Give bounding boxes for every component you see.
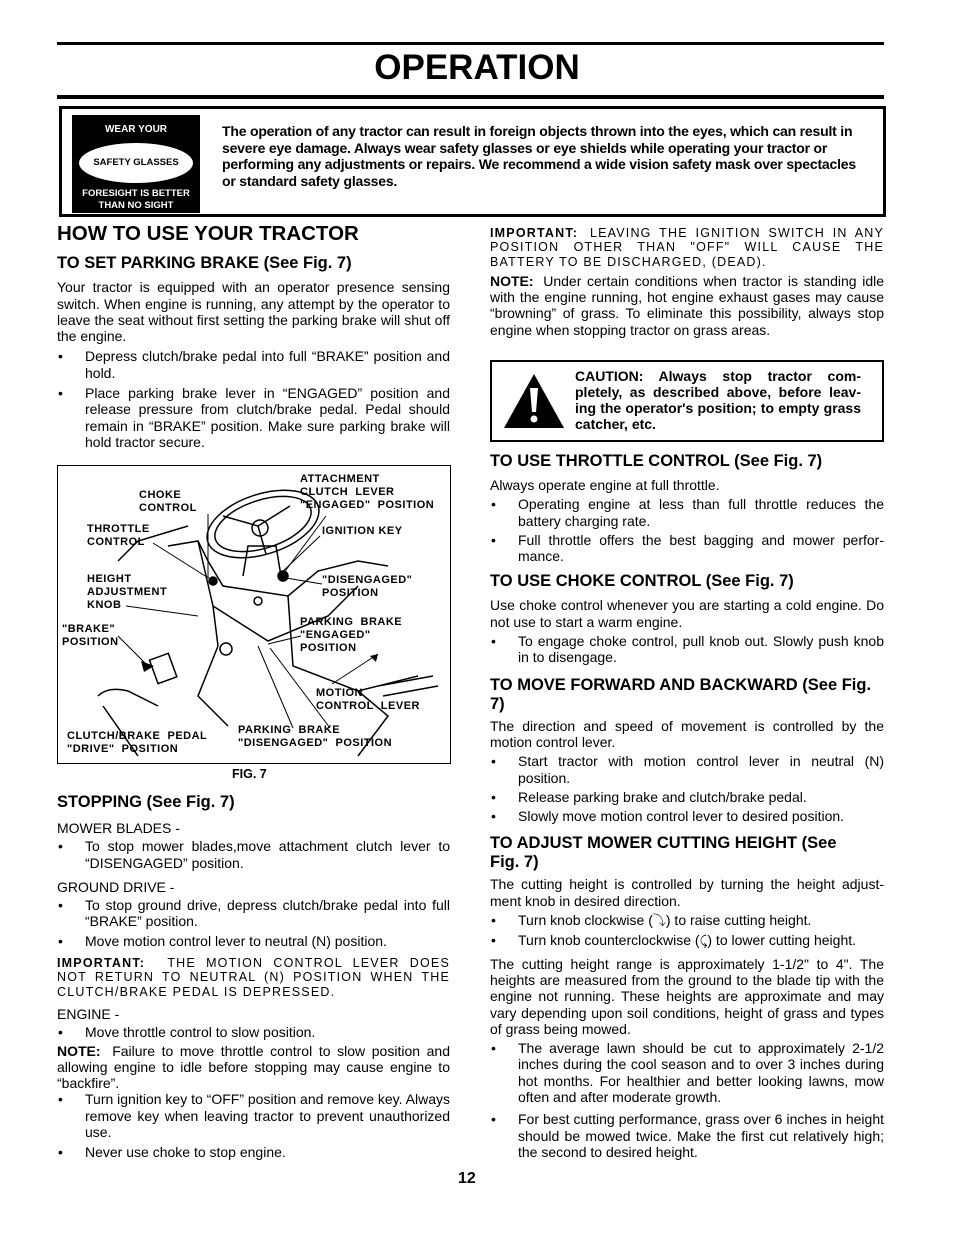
badge-oval-text: SAFETY GLASSES — [79, 143, 193, 183]
cutting-height-intro: The cutting height is controlled by turning the height adjust-ment knob in desired direction. — [490, 876, 884, 909]
label-brake-position: "BRAKE" POSITION — [62, 623, 119, 648]
safety-warning-text: The operation of any tractor can result in foreign objects thrown into the eyes, which can result in severe eye damage. Always wear safety glasses or eye shields while operating your tractor or performing any adjustments or repairs. We recommend a wide vision safety mask over spectacles or standard safety glasses. — [222, 123, 856, 189]
note-browning-text: Under certain conditions when tractor is standing idle with the engine running, hot engine exhaust gases may cause “browning” of grass. To eliminate this possibility, always stop engine when stopping tractor on grass areas. — [490, 272, 885, 338]
range-bullet-1: • The average lawn should be cut to approximately 2-1/2 inches during the cool season and to over 3 inches during hot months. For healthier and better looking lawns, mow often and after moderate growth. — [490, 1040, 884, 1105]
note-browning-label: NOTE: — [490, 272, 534, 289]
left-column-top — [57, 222, 450, 450]
label-disengaged-position: "DISENGAGED" POSITION — [322, 574, 413, 599]
parking-intro: Your tractor is equipped with an operator presence sensing switch. When engine is running, any attempt by the operator to leave the seat without first setting the parking brake will shut off the engine. — [57, 279, 450, 345]
stopping-heading: STOPPING (See Fig. 7) — [57, 793, 235, 811]
right-column-bottom — [490, 452, 884, 1160]
choke-heading: TO USE CHOKE CONTROL (See Fig. 7) — [490, 572, 794, 591]
label-ignition-key: IGNITION KEY — [322, 525, 403, 537]
clockwise-arrow-icon: ⤵ — [652, 913, 666, 929]
move-bullet-3: • Slowly move motion control lever to desired position. — [490, 808, 884, 824]
note-text: Failure to move throttle control to slow position and allowing engine to idle before stopping may cause engine to “backfire”. — [57, 1042, 450, 1092]
safety-glasses-badge — [72, 115, 200, 213]
height-bullet-counterclockwise — [490, 932, 884, 949]
parking-bullet-1: • Depress clutch/brake pedal into full “BRAKE” position and hold. — [57, 348, 450, 381]
choke-intro: Use choke control whenever you are starting a cold engine. Do not use to start a warm engine. — [490, 597, 884, 630]
figure-caption: FIG. 7 — [232, 767, 267, 781]
throttle-heading: TO USE THROTTLE CONTROL (See Fig. 7) — [490, 452, 823, 470]
safety-warning-box — [59, 106, 886, 217]
throttle-bullet-1: • Operating engine at less than full throttle reduces the battery charging rate. — [490, 496, 884, 529]
label-parking-brake-engaged: PARKING BRAKE "ENGAGED" POSITION — [300, 616, 403, 654]
note-browning — [490, 273, 884, 338]
counterclockwise-text-post: ) to lower cutting height. — [707, 932, 857, 949]
ground-bullet-2: • Move motion control lever to neutral (N) position. — [57, 933, 450, 949]
mower-blades-label: MOWER BLADES - — [57, 820, 180, 836]
caution-box — [490, 360, 884, 442]
parking-bullet-2: • Place parking brake lever in “ENGAGED” position and release pressure from clutch/brake pedal. Pedal should remain in “BRAKE” position. Make sure parking brake will hold tractor secure. — [57, 385, 450, 450]
label-attachment-clutch: ATTACHMENT CLUTCH LEVER "ENGAGED" POSITION — [300, 473, 435, 511]
ground-drive-label: GROUND DRIVE - — [57, 878, 175, 895]
cutting-height-heading: TO ADJUST MOWER CUTTING HEIGHT (See Fig. 7) — [490, 834, 837, 872]
right-column-top — [490, 226, 884, 338]
ground-bullet-1: • To stop ground drive, depress clutch/brake pedal into full “BRAKE” position. — [57, 897, 450, 930]
engine-label: ENGINE - — [57, 1005, 120, 1022]
badge-bottom-line-1: FORESIGHT IS BETTER — [82, 188, 190, 199]
label-choke-control: CHOKE CONTROL — [139, 489, 197, 514]
engine-bullet-2: • Turn ignition key to “OFF” position and remove key. Always remove key when leaving tractor to prevent unauthorized use. — [57, 1091, 450, 1140]
range-bullet-2: • For best cutting performance, grass over 6 inches in height should be mowed twice. Make the first cut relatively high; the second to desired height. — [490, 1111, 884, 1160]
section-heading: HOW TO USE YOUR TRACTOR — [57, 222, 359, 245]
counterclockwise-arrow-icon: ⤹ — [699, 933, 708, 949]
caution-text: CAUTION: Always stop tractor com-pletely, as described above, before leav-ing the operator's position; to empty grass catcher, etc. — [575, 368, 861, 432]
label-parking-brake-disengaged: PARKING BRAKE "DISENGAGED" POSITION — [238, 724, 393, 749]
label-motion-control-lever: MOTION CONTROL LEVER — [316, 687, 420, 712]
move-heading: TO MOVE FORWARD AND BACKWARD (See Fig. 7) — [490, 675, 872, 713]
top-rule — [57, 42, 884, 45]
important-ignition-label: IMPORTANT: — [490, 226, 579, 240]
figure-7 — [57, 465, 451, 764]
move-bullet-1: • Start tractor with motion control lever in neutral (N) position. — [490, 753, 884, 786]
important-neutral — [57, 956, 450, 999]
clockwise-text-pre: Turn knob clockwise ( — [518, 912, 653, 929]
important-text: THE MOTION CONTROL LEVER DOES NOT RETURN TO NEUTRAL (N) POSITION WHEN THE CLUTCH/BRAKE PEDAL IS DEPRESSED. — [57, 956, 450, 999]
label-height-knob: HEIGHT ADJUSTMENT KNOB — [87, 573, 168, 611]
move-intro: The direction and speed of movement is controlled by the motion control lever. — [490, 717, 884, 750]
warning-triangle-icon — [502, 372, 566, 430]
label-clutch-brake-drive: CLUTCH/BRAKE PEDAL "DRIVE" POSITION — [67, 730, 208, 755]
choke-bullet-1: • To engage choke control, pull knob out. Slowly push knob in to disengage. — [490, 633, 884, 666]
left-column-bottom — [57, 793, 450, 1161]
mower-bullet-1: • To stop mower blades,move attachment clutch lever to “DISENGAGED” position. — [57, 838, 450, 871]
title-rule — [57, 95, 884, 99]
important-label: IMPORTANT: — [57, 956, 146, 971]
page-number: 12 — [458, 1170, 476, 1187]
parking-brake-heading: TO SET PARKING BRAKE (See Fig. 7) — [57, 254, 352, 273]
note-backfire — [57, 1043, 450, 1092]
engine-bullet-3: • Never use choke to stop engine. — [57, 1144, 450, 1160]
cutting-range-text: The cutting height range is approximately 1-1/2" to 4". The heights are measured from the ground to the blade tip with the engine not running. These heights are approximate and may vary depending upon soil conditions, height of grass and types of grass being mowed. — [490, 955, 884, 1037]
page-title: OPERATION — [374, 48, 580, 87]
move-bullet-2: • Release parking brake and clutch/brake pedal. — [490, 789, 884, 805]
note-label: NOTE: — [57, 1042, 101, 1059]
throttle-intro: Always operate engine at full throttle. — [490, 477, 720, 493]
badge-bottom-text — [72, 188, 200, 212]
throttle-bullet-2: • Full throttle offers the best bagging and mower perfor-mance. — [490, 532, 884, 565]
height-bullet-clockwise — [490, 912, 884, 929]
badge-bottom-line-2: THAN NO SIGHT — [98, 200, 174, 211]
badge-top-text: WEAR YOUR — [104, 124, 168, 135]
important-ignition-text: LEAVING THE IGNITION SWITCH IN ANY POSITION OTHER THAN "OFF" WILL CAUSE THE BATTERY TO BE DISCHARGED, (DEAD). — [490, 226, 884, 269]
clockwise-text-post: ) to raise cutting height. — [665, 912, 812, 929]
counterclockwise-text-pre: Turn knob counterclockwise ( — [518, 932, 700, 949]
engine-bullet-1: • Move throttle control to slow position. — [57, 1024, 450, 1040]
important-ignition — [490, 226, 884, 269]
label-throttle-control: THROTTLE CONTROL — [87, 523, 150, 548]
